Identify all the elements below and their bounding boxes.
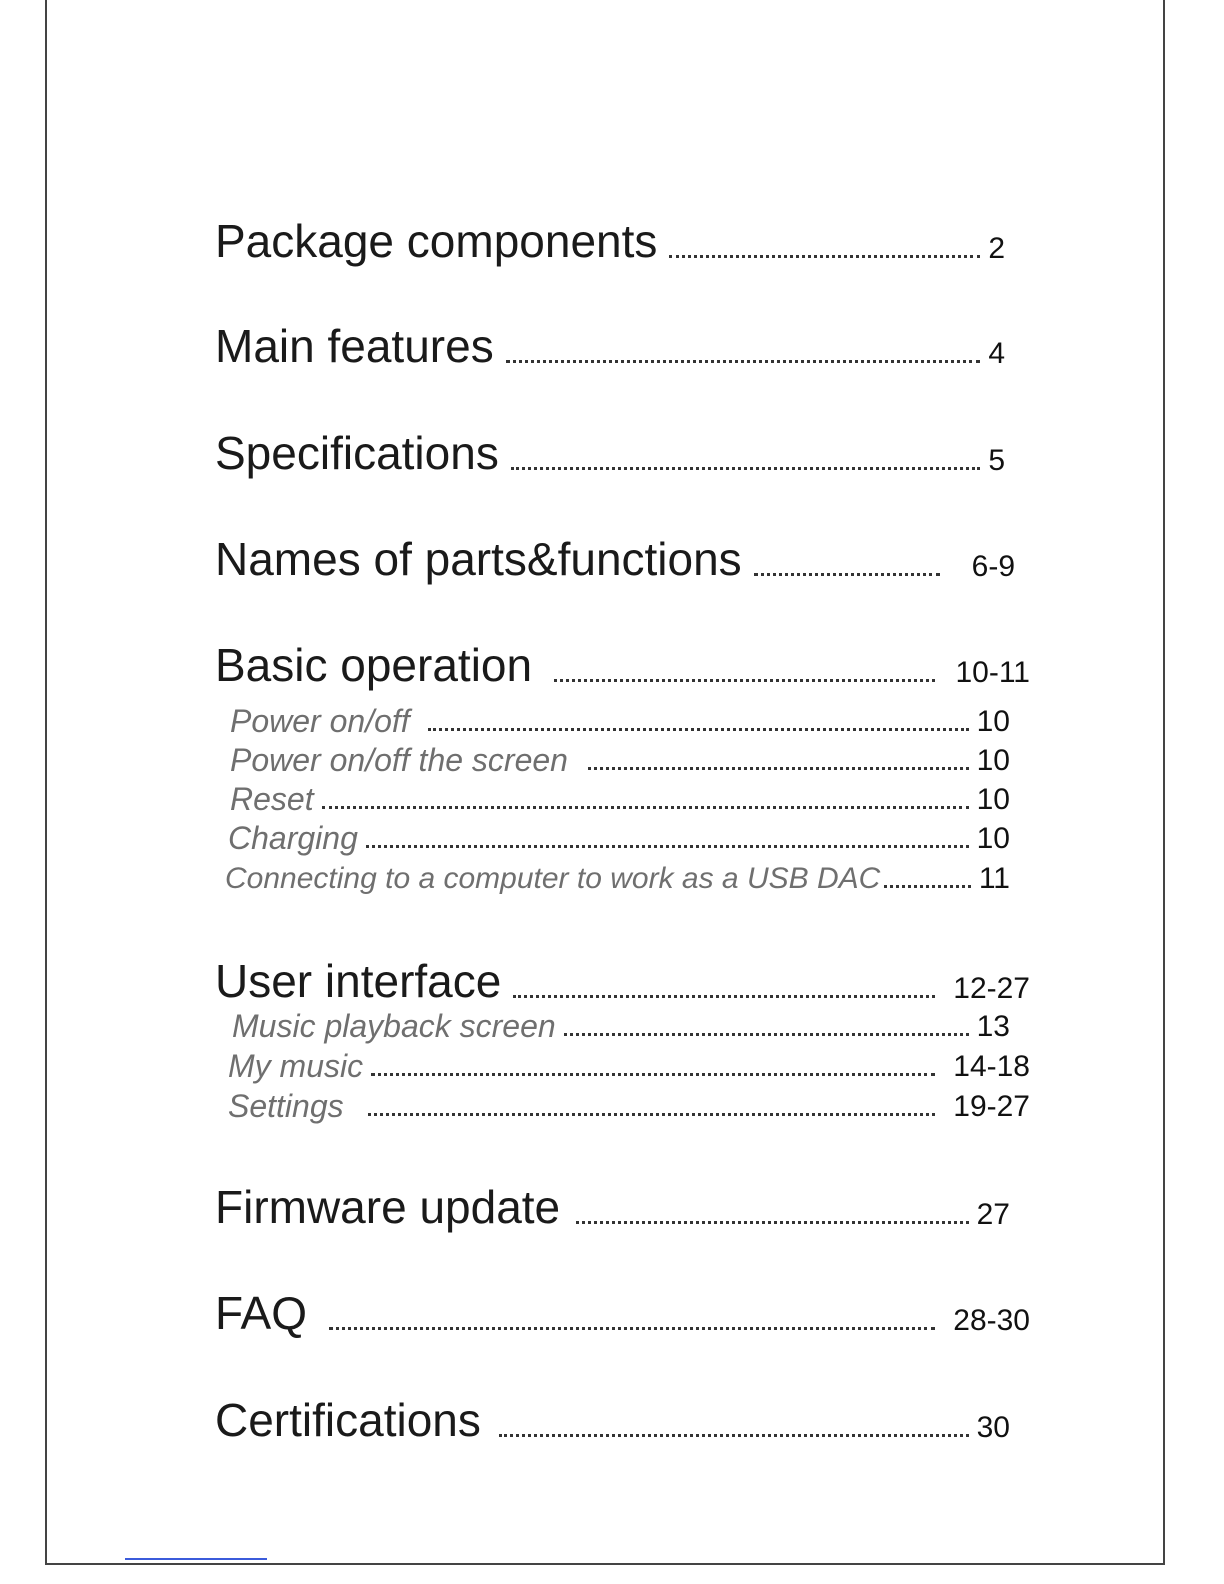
dot-leader [366,845,969,848]
toc-entry-package-components[interactable] [215,215,1005,267]
dot-leader [588,767,969,770]
toc-entry-firmware-update[interactable] [215,1181,1010,1233]
toc-entry-names-of-parts[interactable] [215,533,1015,585]
toc-page-number: 5 [988,444,1005,477]
dot-leader [884,885,971,888]
dot-leader [513,995,935,998]
toc-title: Power on/off [230,703,410,739]
toc-page-number: 12-27 [953,972,1030,1005]
dot-leader [329,1327,935,1330]
toc-title: Main features [215,320,494,372]
toc-entry-basic-operation[interactable] [215,639,1030,691]
toc-entry-faq[interactable] [215,1287,1030,1339]
toc-title: Power on/off the screen [230,742,568,778]
toc-page-number: 6-9 [971,550,1015,583]
dot-leader [428,728,969,731]
dot-leader [499,1434,969,1437]
toc-title: Names of parts&functions [215,533,742,585]
dot-leader [511,467,980,470]
dot-leader [564,1033,969,1036]
toc-title: Certifications [215,1394,481,1446]
toc-title: Charging [228,820,358,856]
toc-title: Connecting to a computer to work as a USB DAC [225,862,881,895]
dot-leader [371,1073,935,1076]
toc-page-number: 28-30 [953,1304,1030,1337]
toc-title: User interface [215,955,502,1007]
toc-page-number: 27 [976,1198,1010,1231]
toc-title: Basic operation [215,639,533,691]
toc-page-number: 2 [988,232,1005,265]
toc-page-number: 14-18 [953,1050,1030,1083]
toc-entry-charging[interactable] [228,822,1010,854]
toc-page-number: 30 [976,1411,1010,1444]
toc-entry-power-on-off-screen[interactable] [230,744,1010,776]
toc-entry-certifications[interactable] [215,1394,1010,1446]
toc-entry-user-interface[interactable] [215,955,1030,1007]
toc-entry-reset[interactable] [230,783,1010,815]
dot-leader [322,806,969,809]
toc-page-number: 10 [976,783,1010,816]
toc-entry-usb-dac[interactable] [225,864,1010,894]
toc-entry-main-features[interactable] [215,320,1005,372]
toc-page-number: 10 [976,822,1010,855]
toc-title: Music playback screen [232,1008,556,1044]
dot-leader [576,1221,968,1224]
toc-title: Specifications [215,427,499,479]
toc-page-number: 13 [976,1010,1010,1043]
toc-title: Package components [215,215,658,267]
toc-title: Reset [230,781,314,817]
toc-entry-my-music[interactable] [228,1050,1030,1082]
toc-title: Settings [228,1088,344,1124]
toc-page-number: 11 [978,862,1010,895]
toc-page-number: 10 [976,744,1010,777]
dot-leader [669,255,980,258]
toc-entry-power-on-off[interactable] [230,705,1010,737]
toc-entry-specifications[interactable] [215,427,1005,479]
dot-leader [754,573,940,576]
dot-leader [368,1113,936,1116]
toc-page-number: 10-11 [955,656,1030,689]
toc-title: Firmware update [215,1181,561,1233]
toc-page-number: 10 [976,705,1010,738]
toc-title: FAQ [215,1287,308,1339]
toc-page-number: 19-27 [953,1090,1030,1123]
dot-leader [506,360,981,363]
toc-title: My music [228,1048,364,1084]
toc-entry-settings[interactable] [228,1090,1030,1122]
toc-entry-music-playback-screen[interactable] [232,1010,1010,1042]
toc-page-number: 4 [988,337,1005,370]
dot-leader [554,679,935,682]
